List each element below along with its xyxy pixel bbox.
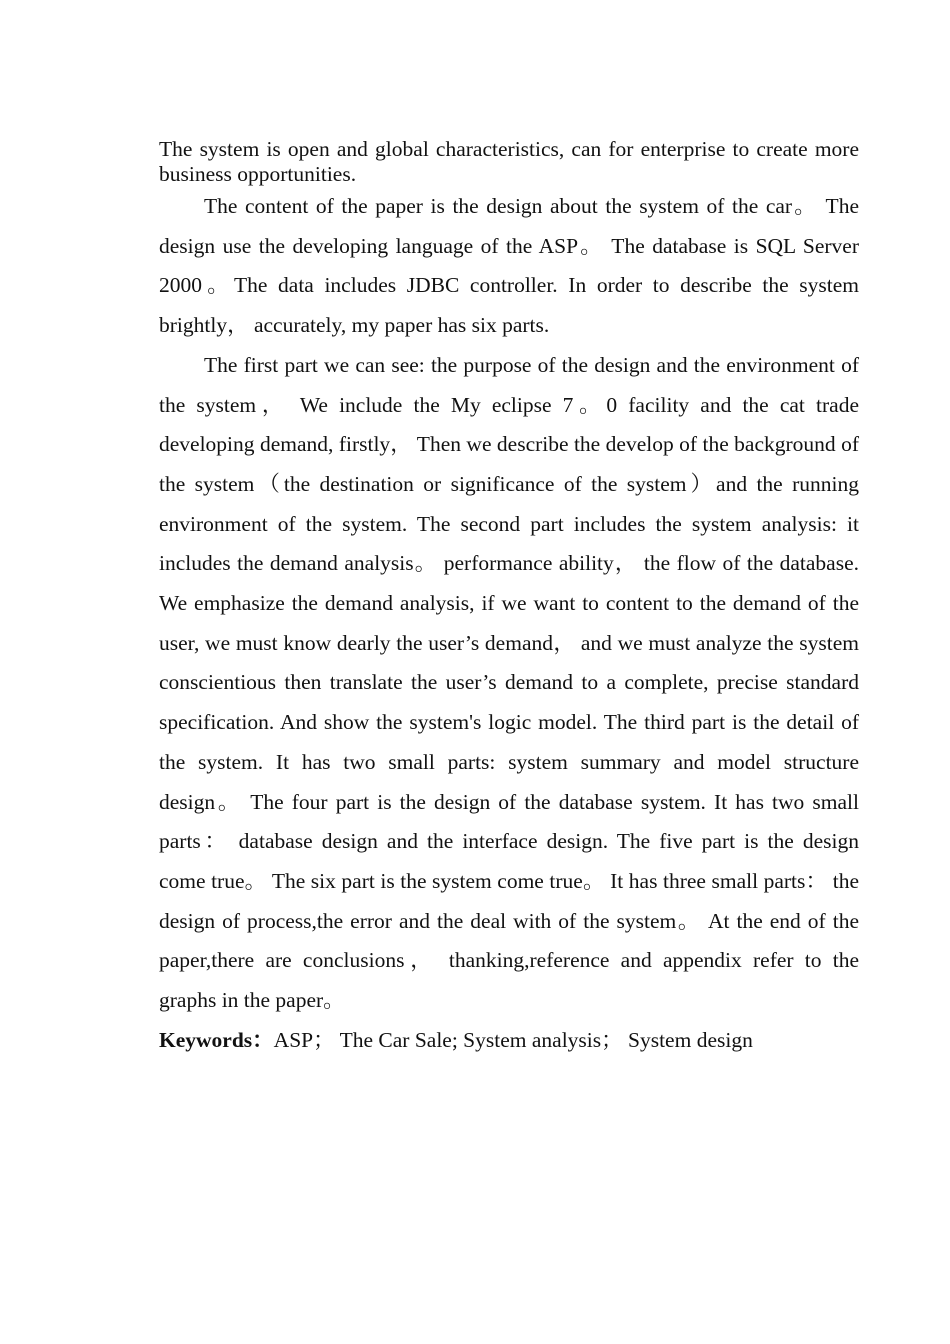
keywords-label: Keywords： [159,1027,274,1052]
intro-paragraph: The system is open and global characteristics, can for enterprise to create more business opportunities. [159,137,859,186]
parts-paragraph: The first part we can see: the purpose of the design and the environment of the system， We include the My eclipse 7。0 facility and the cat trade developing demand, firstly， Then we describe the develop of the background of the system（the destination or significance of the system）and the running environment of the system. The second part includes the system analysis: it includes the demand analysis。 performance ability， the flow of the database. We emphasize the demand analysis, if we want to content to the demand of the user, we must know dearly the user’s demand， and we must analyze the system conscientious then translate the user’s demand to a complete, precise standard specification. And show the system's logic model. The third part is the detail of the system. It has two small parts: system summary and model structure design。 The four part is the design of the database system. It has two small parts： database design and the interface design. The five part is the design come true。 The six part is the system come true。 It has three small parts： the design of process,the error and the deal with of the system。 At the end of the paper,there are conclusions， thanking,reference and appendix refer to the graphs in the paper。 [159,352,859,1013]
keywords-line [159,1021,859,1061]
content-paragraph: The content of the paper is the design about the system of the car。 The design use the developing language of the ASP。 The database is SQL Server 2000。The data includes JDBC controller. In order to describe the system brightly， accurately, my paper has six parts. [159,194,859,338]
document-page [159,137,859,1060]
keywords-text: ASP； The Car Sale; System analysis； System design [273,1027,753,1052]
